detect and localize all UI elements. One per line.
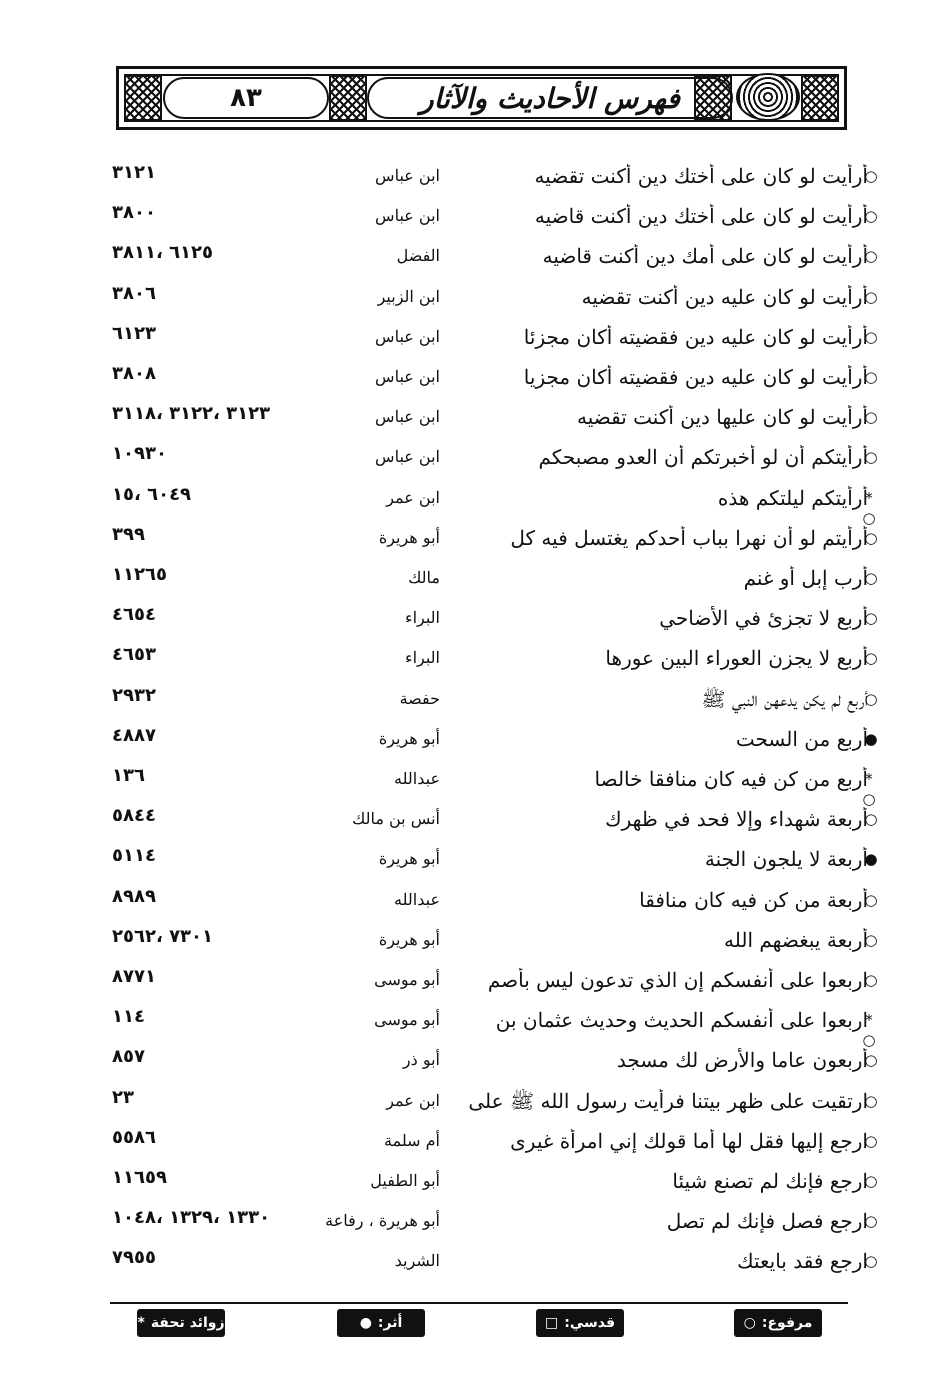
legend-athar xyxy=(337,1309,425,1337)
entry-references: ١٠٩٣٠ xyxy=(112,443,167,464)
entry-text: أرأيت لو كان عليه دين فقضيته أكان مجزيا xyxy=(523,365,868,389)
index-entry xyxy=(0,604,944,648)
entry-narrator: أبو هريرة xyxy=(378,930,440,949)
index-entry xyxy=(0,202,944,246)
publisher-logo-icon xyxy=(736,73,800,121)
entry-text: أرأيت لو كان عليه دين أكنت تقضيه xyxy=(581,285,868,309)
index-entry xyxy=(0,886,944,930)
entry-text: أربعة شهداء وإلا فحد في ظهرك xyxy=(605,807,868,831)
entry-type-marker: ○ xyxy=(864,167,878,185)
entry-narrator: أم سلمة xyxy=(384,1131,440,1150)
legend-label: قدسي: xyxy=(564,1315,616,1331)
index-entry xyxy=(0,926,944,970)
entry-references: ١٣٦ xyxy=(112,765,145,786)
legend-zawaid xyxy=(137,1309,225,1337)
entry-references: ٣٩٩ xyxy=(112,524,145,545)
entry-references: ٧٩٥٥ xyxy=(112,1247,156,1268)
ornament-icon xyxy=(329,75,367,121)
entry-references: ٨٥٧ xyxy=(112,1046,145,1067)
entry-text: ارجع إليها فقل لها أما قولك إني امرأة غيرى xyxy=(510,1129,868,1153)
index-entry xyxy=(0,283,944,327)
entry-narrator: ابن عباس xyxy=(375,166,440,185)
entry-text: ارتقيت على ظهر بيتنا فرأيت رسول الله ﷺ على xyxy=(468,1089,868,1113)
entry-type-marker: ○ xyxy=(864,448,878,466)
entry-text: أربع من السحت xyxy=(735,727,868,751)
entry-type-marker: ○ xyxy=(864,529,878,547)
entry-text: أربع لا يجزن العوراء البين عورها xyxy=(605,646,868,670)
entry-narrator: ابن عباس xyxy=(375,447,440,466)
index-entry xyxy=(0,1207,944,1251)
entry-text: أرأيت لو كان على أمك دين أكنت قاضيه xyxy=(542,244,868,268)
entry-type-marker: ○ xyxy=(864,1092,878,1110)
entry-text: أربعة من كن فيه كان منافقا xyxy=(639,888,868,912)
entry-type-marker: ○ xyxy=(864,328,878,346)
entry-narrator: أنس بن مالك xyxy=(352,809,440,828)
entry-text: اربعوا على أنفسكم الحديث وحديث عثمان بن xyxy=(495,1008,868,1032)
entry-text: أرأيت لو كان على أختك دين أكنت تقضيه xyxy=(534,164,868,188)
entry-references: ٣١٢١ xyxy=(112,162,156,183)
entry-type-marker: ○ xyxy=(864,368,878,386)
entry-references: ٣٨٠٨ xyxy=(112,363,156,384)
index-entry xyxy=(0,1087,944,1131)
index-entry xyxy=(0,966,944,1010)
index-entry xyxy=(0,564,944,608)
index-entry xyxy=(0,323,944,367)
entry-narrator: الشريد xyxy=(394,1251,440,1270)
entry-type-marker: ○ xyxy=(864,609,878,627)
entry-text: أرأيت لو كان عليه دين فقضيته أكان مجزئا xyxy=(523,325,868,349)
index-entry xyxy=(0,403,944,447)
entry-references: ٦١٢٥ ،٣٨١١ xyxy=(112,242,214,263)
entry-type-marker: ○ xyxy=(864,971,878,989)
entry-references: ٦١٢٣ xyxy=(112,323,156,344)
entry-text: أرأيت لو كان عليها دين أكنت تقضيه xyxy=(577,405,868,429)
entry-text: أربعون عاما والأرض لك مسجد xyxy=(616,1048,868,1072)
entry-narrator: ابن عمر xyxy=(386,488,440,507)
index-entry xyxy=(0,1006,944,1050)
entry-type-marker: ○ xyxy=(864,288,878,306)
entry-type-marker: ○ xyxy=(864,408,878,426)
index-entry xyxy=(0,1127,944,1171)
entry-text: أرأيتم لو أن نهرا بباب أحدكم يغتسل فيه كل xyxy=(510,526,868,550)
index-entry xyxy=(0,685,944,729)
entry-references: ٥٥٨٦ xyxy=(112,1127,156,1148)
legend-symbol: □ xyxy=(544,1315,559,1331)
entry-narrator: حفصة xyxy=(399,689,440,708)
legend-symbol: ● xyxy=(359,1315,372,1331)
entry-narrator: البراء xyxy=(405,608,440,627)
entry-type-marker: ○ xyxy=(864,931,878,949)
index-entry xyxy=(0,524,944,568)
index-entry xyxy=(0,443,944,487)
index-entry xyxy=(0,805,944,849)
entry-narrator: ابن عمر xyxy=(386,1091,440,1110)
entry-narrator: عبدالله xyxy=(394,769,440,788)
entry-narrator: أبو ذر xyxy=(402,1050,440,1069)
page-title: فهرس الأحاديث والآثار xyxy=(367,77,733,119)
entry-type-marker: ○ xyxy=(864,569,878,587)
legend-marfu xyxy=(734,1309,822,1337)
entry-narrator: ابن عباس xyxy=(375,367,440,386)
entry-references: ١١٤ xyxy=(112,1006,145,1027)
entry-text: اربعوا على أنفسكم إن الذي تدعون ليس بأصم xyxy=(487,968,868,992)
entry-narrator: أبو هريرة xyxy=(378,729,440,748)
entry-type-marker: ● xyxy=(864,850,878,868)
entry-type-marker: * ○ xyxy=(862,489,878,527)
entry-text: أربعة لا يلجون الجنة xyxy=(704,847,868,871)
entry-type-marker: ○ xyxy=(864,247,878,265)
entry-type-marker: ● xyxy=(864,730,878,748)
page-number: ٨٣ xyxy=(163,77,329,119)
entry-type-marker: ○ xyxy=(864,1172,878,1190)
entry-type-marker: ○ xyxy=(864,1212,878,1230)
index-entry xyxy=(0,765,944,809)
entry-type-marker: ○ xyxy=(864,207,878,225)
ornament-icon xyxy=(801,75,839,121)
index-entry xyxy=(0,1167,944,1211)
entry-text: أرأيتكم ليلتكم هذه xyxy=(717,486,868,510)
entry-narrator: أبو موسى xyxy=(374,970,440,989)
footer-divider xyxy=(110,1302,848,1304)
legend-label: زوائد تحفة xyxy=(150,1315,225,1331)
entry-text: أرأيت لو كان على أختك دين أكنت قاضيه xyxy=(534,204,868,228)
legend-symbol: * xyxy=(137,1315,145,1331)
entry-type-marker: ○ xyxy=(864,1051,878,1069)
index-entry xyxy=(0,484,944,528)
entry-references: ٣٨٠٠ xyxy=(112,202,156,223)
entry-text: أربعة يبغضهم الله xyxy=(724,928,868,952)
entry-references: ٥٨٤٤ xyxy=(112,805,156,826)
entry-narrator: أبو الطفيل xyxy=(370,1171,440,1190)
index-entry xyxy=(0,725,944,769)
entry-text: ارجع فصل فإنك لم تصل xyxy=(666,1209,868,1233)
entry-references: ٢٩٣٢ xyxy=(112,685,156,706)
entry-references: ٧٣٠١ ،٢٥٦٢ xyxy=(112,926,214,947)
entry-references: ١٣٣٠ ،١٣٢٩ ،١٠٤٨ xyxy=(112,1207,271,1228)
entry-text: أربع لم يكن يدعهن النبي ﷺ xyxy=(701,687,868,711)
entry-type-marker: ○ xyxy=(864,1252,878,1270)
entry-type-marker: * ○ xyxy=(862,770,878,808)
entry-references: ٦٠٤٩ ،١٥ xyxy=(112,484,192,505)
entry-text: أرب إبل أو غنم xyxy=(743,566,868,590)
entry-text: أربع لا تجزئ في الأضاحي xyxy=(659,606,868,630)
entry-narrator: أبو هريرة ، رفاعة xyxy=(325,1211,440,1230)
entry-references: ١١٦٥٩ xyxy=(112,1167,167,1188)
legend-label: مرفوع: xyxy=(761,1315,813,1331)
entry-references: ٤٨٨٧ xyxy=(112,725,156,746)
entry-text: أربع من كن فيه كان منافقا خالصا xyxy=(594,767,868,791)
legend-qudsi xyxy=(536,1309,624,1337)
entry-references: ٤٦٥٤ xyxy=(112,604,156,625)
legend-symbol: ○ xyxy=(743,1315,756,1331)
entry-type-marker: * ○ xyxy=(862,1011,878,1049)
index-entry xyxy=(0,845,944,889)
entry-text: أرأيتكم أن لو أخبرتكم أن العدو مصبحكم xyxy=(538,445,868,469)
entry-text: ارجع فقد بايعتك xyxy=(737,1249,868,1273)
entry-references: ٨٩٨٩ xyxy=(112,886,156,907)
entry-narrator: أبو هريرة xyxy=(378,849,440,868)
header-banner xyxy=(116,66,847,130)
ornament-icon xyxy=(124,75,162,121)
entry-narrator: عبدالله xyxy=(394,890,440,909)
entry-references: ٢٣ xyxy=(112,1087,134,1108)
entry-references: ٨٧٧١ xyxy=(112,966,156,987)
entry-narrator: ابن الزبير xyxy=(377,287,440,306)
entry-narrator: الفضل xyxy=(396,246,440,265)
legend-label: أثر: xyxy=(377,1315,403,1331)
entry-type-marker: ○ xyxy=(864,891,878,909)
entry-narrator: أبو موسى xyxy=(374,1010,440,1029)
entry-type-marker: ○ xyxy=(864,1132,878,1150)
entry-narrator: أبو هريرة xyxy=(378,528,440,547)
entry-narrator: ابن عباس xyxy=(375,327,440,346)
index-entry xyxy=(0,242,944,286)
entry-narrator: ابن عباس xyxy=(375,407,440,426)
entry-references: ١١٢٦٥ xyxy=(112,564,167,585)
entry-narrator: مالك xyxy=(408,568,440,587)
entry-references: ٣١٢٣ ،٣١٢٢ ،٣١١٨ xyxy=(112,403,271,424)
index-entry xyxy=(0,1247,944,1291)
index-entry xyxy=(0,1046,944,1090)
entry-references: ٤٦٥٣ xyxy=(112,644,156,665)
index-entry xyxy=(0,363,944,407)
entry-type-marker: ○ xyxy=(864,690,878,708)
entry-narrator: ابن عباس xyxy=(375,206,440,225)
entry-text: ارجع فإنك لم تصنع شيئا xyxy=(672,1169,868,1193)
entry-type-marker: ○ xyxy=(864,649,878,667)
entry-type-marker: ○ xyxy=(864,810,878,828)
entry-references: ٣٨٠٦ xyxy=(112,283,156,304)
entry-narrator: البراء xyxy=(405,648,440,667)
index-entry xyxy=(0,644,944,688)
entry-references: ٥١١٤ xyxy=(112,845,156,866)
index-entry xyxy=(0,162,944,206)
